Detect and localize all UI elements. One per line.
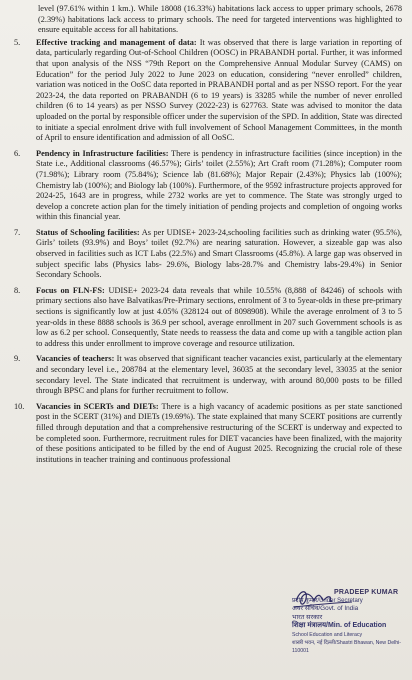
item-body: As per UDISE+ 2023-24,schooling facilities such as drinking water (95.5%), Girls’ toilets (93.9%) and Boys’ toilet (92.7%) are nearing saturation. However, a sizeable gap was also observed in facilities such as ICT Labs (22.5%) and Smart Classrooms (45.8%). A large gap was observed in subject specific labs (Physics labs- 29.6%, Biology labs-28.7% and Chemistry labs-29.4%) in Senior Secondary Schools. xyxy=(36,227,402,280)
item-heading: Pendency in Infrastructure facilities: xyxy=(36,148,169,158)
item-body: It was observed that there is large variation in reporting of data, particularly regarding Out-of-School Children (OOSC) in PRABANDH portal. Further, it was informed that upon analysis of the NSS “79th Report on the Comprehensive Annual Modular Survey (CAMS) on Education” for the period July 2022 to June 2023 on education, considering “never enrolled” children, variation was noticed in the OoSC data reported in PRABANDH portal and as per NSSO report. For the year 2023-24, the data reported on PRABANDH (6 to 19 years) is 33285 while the number of never enrolled children (6 to 14 years) as per NSSO Survey (2022-23) is 627763. State was advised to monitor the data uploaded on the portal by responsible officer under the supervision of the SPD. In addition, State was directed to initiate a special enrolment drive with full involvement of School Management Committees, in the month of April to ensure identification and admission of all OoSC. xyxy=(36,37,402,143)
item-body: UDISE+ 2023-24 data reveals that while 10.55% (8,888 of 84246) of schools with primary sections also have Balvatikas/Pre-Primary sections, enrolment of 3 to 5year-olds in these pre-primary sections is significantly low at just 4.05% (328124 out of 8098908). While the average enrolment of 3 to 5 year-olds in these 8888 schools is 36.9 per school, average enrollment in 207 such Government schools is as low as 6.2 per school. Consequently, State needs to reassess the data and come up with a tangible action plan to address this under enrollment to improve coverage and resource utilization. xyxy=(36,285,402,348)
list-item-10 xyxy=(12,402,402,466)
item-text xyxy=(36,149,402,223)
item-text xyxy=(36,354,402,396)
stamp-line: School Education and Literacy xyxy=(292,631,363,638)
item-text xyxy=(36,402,402,466)
item-number: 6. xyxy=(14,148,21,158)
item-heading: Effective tracking and management of data: xyxy=(36,37,197,47)
stamp-line: शास्त्री भवन, नई दिल्ली/Shastri Bhawan, New Delhi-110001 xyxy=(292,640,402,655)
item-heading: Vacancies of teachers: xyxy=(36,354,115,364)
item-text xyxy=(36,228,402,281)
intro-paragraph: level (97.61% within 1 km.). While 18008 (16.33%) habitations lack access to upper primary schools, 2678 (2.39%) habitations lack access to primary schools. The need for targeted interventions was highlighted to ensure equitable access for all habitations. xyxy=(38,4,402,35)
signatory-name: PRADEEP KUMAR xyxy=(334,589,399,596)
stamp-line: अवर सचिव/Govt. of India xyxy=(292,605,359,613)
item-body: There is a high vacancy of academic positions as per state sanctioned post in the SCERT (31%) and DIETs (19.69%). The state explained that many SCERT positions are currently filled through deputation and that a comprehensive restructuring of the SCERT is underway and expected to be completed soon. Furthermore, recruitment rules for DIET vacancies have been finalized, with the majority of these positions anticipated to be filled by the end of August 2025. Recognizing the crucial role of these institutions in teacher training and continuous professional xyxy=(36,401,402,464)
signature-block xyxy=(292,585,404,677)
list-item-8 xyxy=(12,286,402,350)
list-item-6 xyxy=(12,149,402,223)
item-number: 7. xyxy=(14,227,21,237)
item-number: 9. xyxy=(14,354,21,364)
item-heading: Vacancies in SCERTs and DIETs: xyxy=(36,401,159,411)
list-item-7 xyxy=(12,228,402,281)
item-heading: Focus on FLN-FS: xyxy=(36,285,105,295)
stamp-line: शिक्षा मंत्रालय/Min. of Education xyxy=(292,622,387,630)
official-stamp xyxy=(292,597,404,656)
stamp-line: भारत सरकार xyxy=(292,613,323,621)
list-item-9 xyxy=(12,354,402,396)
numbered-list xyxy=(12,38,402,466)
item-number: 8. xyxy=(14,285,21,295)
item-number: 10. xyxy=(14,401,25,411)
item-body: It was observed that significant teacher vacancies exist, particularly at the elementary and secondary level i.e., 208784 at the elementary level, 36035 at the secondary level, 33035 at the senior secondary level. The State indicated that recruitment is underway, with around 80,000 posts to be filled through BPSC and plans for further recruitment to follow. xyxy=(36,354,403,396)
list-item-5 xyxy=(12,38,402,144)
stamp-line: प्रदीप कुमार/Under Secretary xyxy=(292,598,363,604)
item-text xyxy=(36,38,402,144)
item-body: There is pendency in infrastructure facilities (since inception) in the State i.e., Additional classrooms (46.57%); Girls’ toilet (2.55%); Art Craft room (71.28%); Computer room (71.98%); Library room (75.84%); Science lab (81.68%); Major Repair (2.43%); Physics lab (100%); Chemistry lab (100%); and Biology lab (100%). Furthermore, of the 9592 infrastructure projects approved for 2024-25, 1643 are in progress, while 2732 works are yet to commence. The State was strongly urged to develop a concrete action plan for the timely initiation of pending projects and completion of ongoing works within this financial year. xyxy=(36,148,402,222)
item-number: 5. xyxy=(14,37,21,47)
item-text xyxy=(36,286,402,350)
item-heading: Status of Schooling facilities: xyxy=(36,227,140,237)
